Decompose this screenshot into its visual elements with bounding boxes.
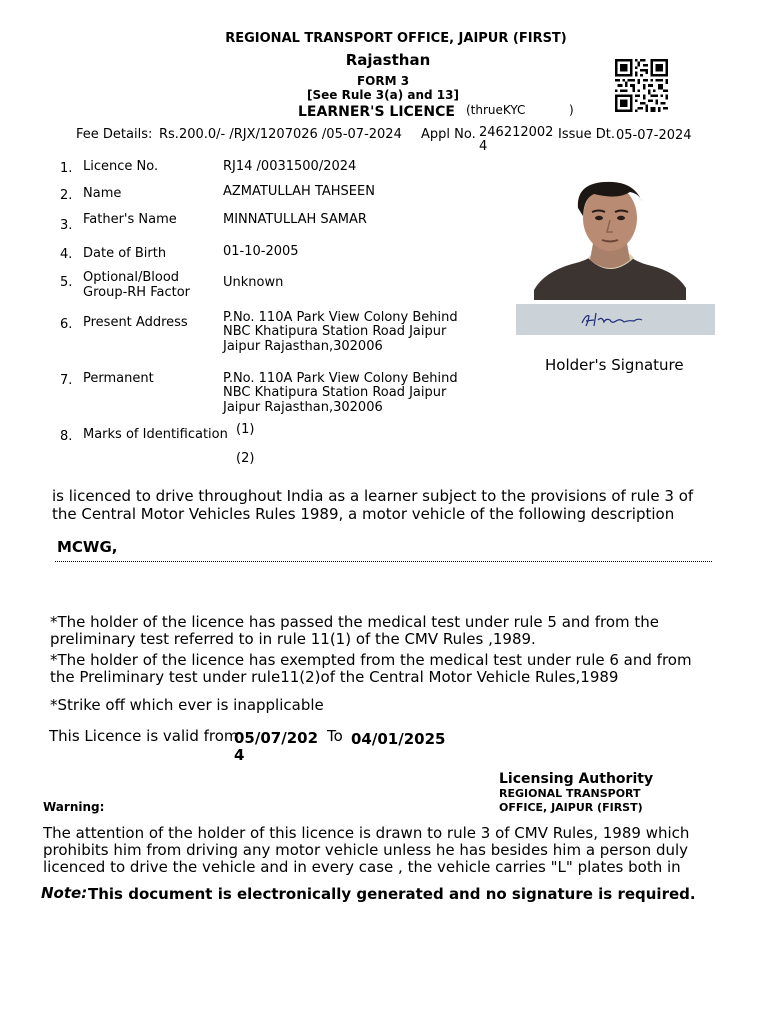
signature-caption: Holder's Signature — [545, 356, 684, 374]
permanent-address-line3: Jaipur Rajasthan,302006 — [223, 400, 383, 415]
warning-line1: The attention of the holder of this licence is drawn to rule 3 of CMV Rules, 1989 which — [43, 824, 690, 842]
declaration-line1: is licenced to drive throughout India as a learner subject to the provisions of rule 3 of — [52, 487, 694, 505]
present-address-line2: NBC Khatipura Station Road Jaipur — [223, 324, 447, 339]
passed-note-line2: preliminary test referred to in rule 11(1) of the CMV Rules ,1989. — [50, 630, 536, 648]
form-number: FORM 3 — [356, 74, 410, 88]
signature-image — [516, 304, 715, 335]
office-title: REGIONAL TRANSPORT OFFICE, JAIPUR (FIRST) — [225, 31, 567, 46]
present-address-line3: Jaipur Rajasthan,302006 — [223, 339, 383, 354]
permanent-address-line1: P.No. 110A Park View Colony Behind — [223, 371, 458, 386]
present-address-label: Present Address — [83, 315, 188, 330]
appl-no-line2: 4 — [479, 139, 488, 154]
strike-note: *Strike off which ever is inapplicable — [50, 696, 324, 714]
field-number: 2. — [60, 188, 73, 203]
issue-date-label: Issue Dt. — [558, 127, 615, 142]
rule-reference: [See Rule 3(a) and 13] — [307, 88, 459, 102]
licence-no-label: Licence No. — [83, 159, 159, 174]
signature-box — [516, 304, 715, 335]
mark-1: (1) — [236, 422, 255, 437]
appl-no-label: Appl No. — [421, 127, 476, 142]
dotted-divider — [55, 561, 712, 562]
permanent-address-label: Permanent — [83, 371, 154, 386]
mark-2: (2) — [236, 451, 255, 466]
exempted-note-line2: the Preliminary test under rule11(2)of the Central Motor Vehicle Rules,1989 — [50, 668, 619, 686]
blood-group-label-line2: Group-RH Factor — [83, 285, 191, 300]
declaration-line2: the Central Motor Vehicles Rules 1989, a motor vehicle of the following description — [52, 505, 675, 523]
field-number: 1. — [60, 161, 73, 176]
kyc-note-open: (thrueKYC — [466, 103, 526, 117]
state-name: Rajasthan — [345, 51, 431, 69]
valid-from-line2: 4 — [234, 746, 245, 764]
note-label: Note: — [41, 884, 88, 902]
fathers-name-label: Father's Name — [83, 212, 177, 227]
field-number: 8. — [60, 429, 73, 444]
name-value: AZMATULLAH TAHSEEN — [223, 184, 375, 199]
fee-label: Fee Details: — [76, 127, 153, 142]
field-number: 6. — [60, 317, 73, 332]
licence-no-value: RJ14 /0031500/2024 — [223, 159, 357, 174]
fathers-name-value: MINNATULLAH SAMAR — [223, 212, 367, 227]
document-title: LEARNER'S LICENCE — [298, 104, 455, 120]
permanent-address-line2: NBC Khatipura Station Road Jaipur — [223, 385, 447, 400]
name-label: Name — [83, 186, 122, 201]
dob-label: Date of Birth — [83, 246, 167, 261]
valid-to-value: 04/01/2025 — [351, 730, 446, 748]
warning-line3: licenced to drive the vehicle and in every case , the vehicle carries "L" plates both in — [43, 858, 681, 876]
note-text: This document is electronically generated and no signature is required. — [88, 885, 696, 903]
validity-to-label: To — [327, 727, 343, 745]
field-number: 3. — [60, 218, 73, 233]
kyc-note-close: ) — [569, 103, 574, 117]
authority-line1: REGIONAL TRANSPORT — [499, 787, 641, 800]
issue-date-value: 05-07-2024 — [616, 128, 692, 143]
authority-line2: OFFICE, JAIPUR (FIRST) — [499, 801, 643, 814]
passed-note-line1: *The holder of the licence has passed the medical test under rule 5 and from the — [50, 613, 660, 631]
blood-group-value: Unknown — [223, 275, 284, 290]
qr-code-icon — [614, 59, 669, 112]
exempted-note-line1: *The holder of the licence has exempted from the medical test under rule 6 and from — [50, 651, 692, 669]
holder-photo — [534, 180, 686, 300]
vehicle-class: MCWG, — [57, 538, 118, 556]
field-number: 7. — [60, 373, 73, 388]
dob-value: 01-10-2005 — [223, 244, 299, 259]
fee-value: Rs.200.0/- /RJX/1207026 /05-07-2024 — [159, 127, 402, 142]
appl-no-line1: 246212002 — [479, 125, 554, 140]
warning-line2: prohibits him from driving any motor vehicle unless he has besides him a person duly — [43, 841, 689, 859]
blood-group-label-line1: Optional/Blood — [83, 270, 180, 285]
authority-title: Licensing Authority — [499, 771, 654, 787]
warning-label: Warning: — [43, 800, 105, 814]
field-number: 5. — [60, 275, 73, 290]
marks-label: Marks of Identification — [83, 427, 228, 442]
present-address-line1: P.No. 110A Park View Colony Behind — [223, 310, 458, 325]
valid-from-line1: 05/07/202 — [234, 729, 319, 747]
validity-label: This Licence is valid from — [49, 727, 239, 745]
field-number: 4. — [60, 247, 73, 262]
